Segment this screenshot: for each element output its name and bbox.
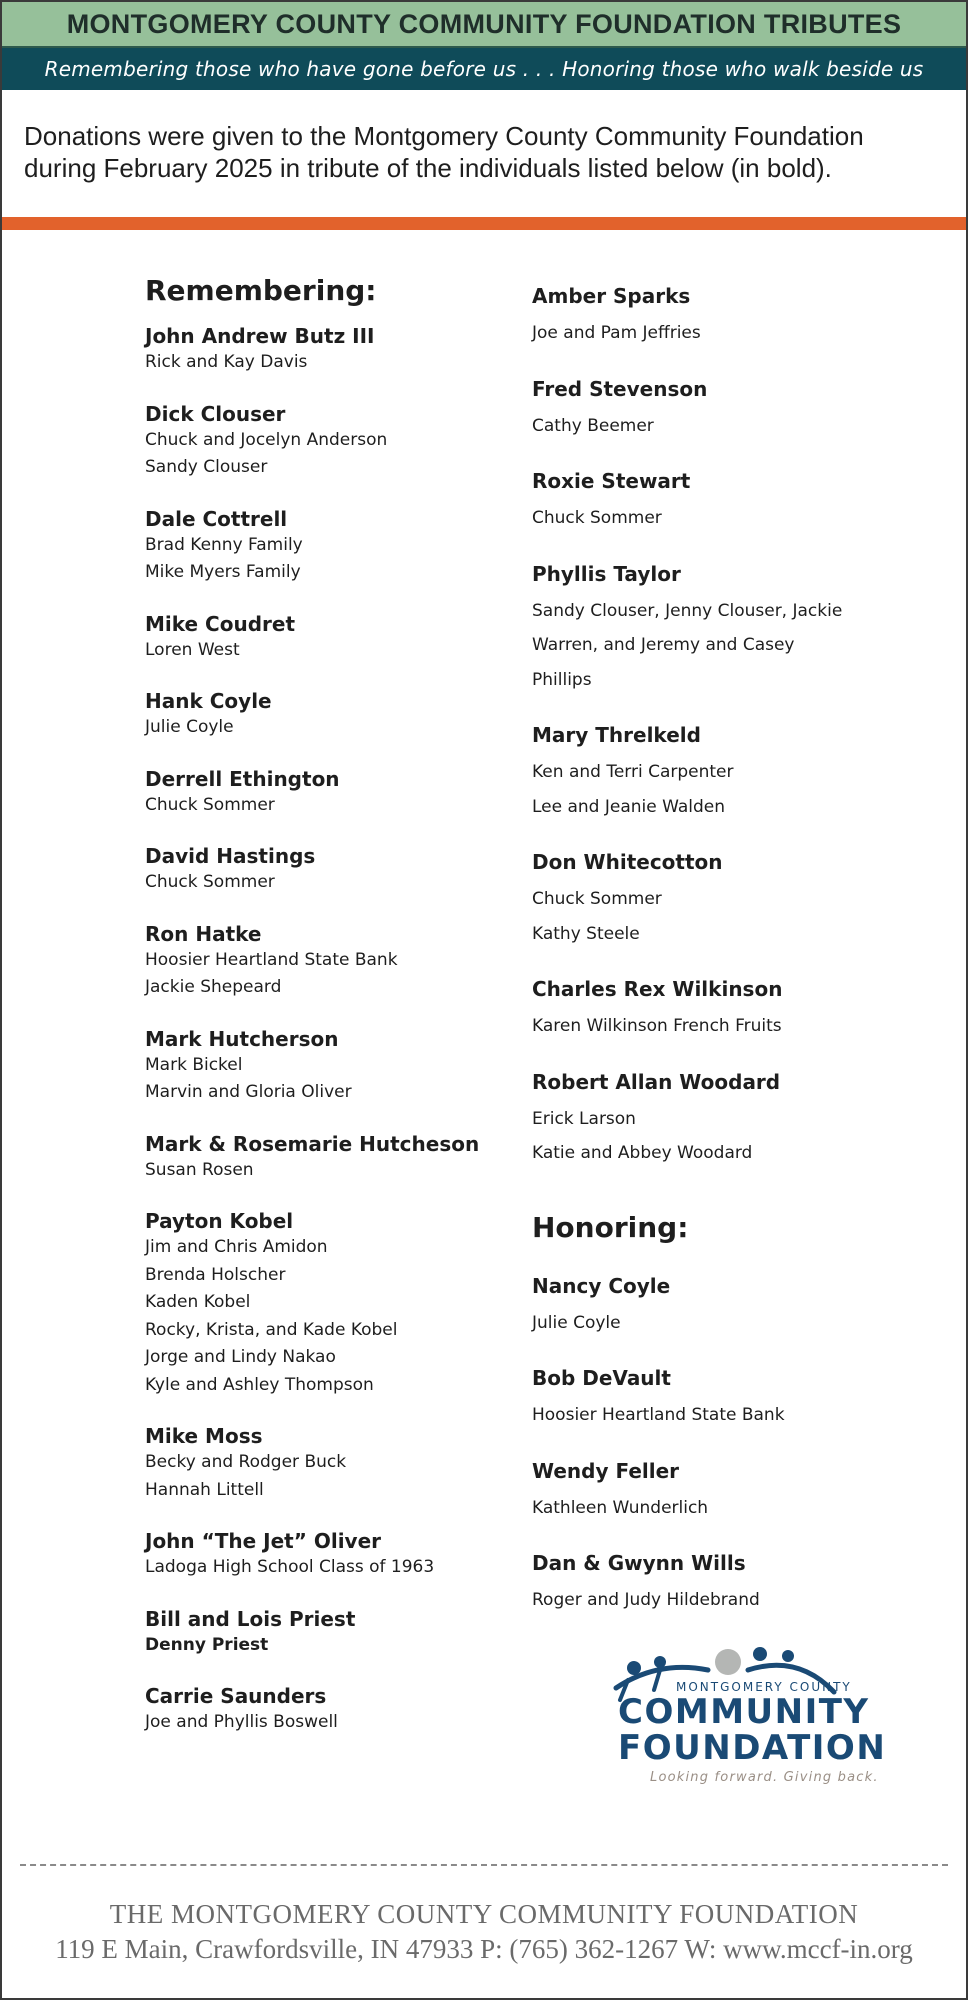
donor-name: Chuck and Jocelyn Anderson bbox=[145, 429, 388, 450]
tribute-name: Hank Coyle bbox=[145, 689, 272, 713]
donor-name: Ken and Terri Carpenter bbox=[532, 762, 734, 782]
page-subtitle: Remembering those who have gone before us . . . Honoring those who walk beside us bbox=[2, 48, 966, 90]
donor-name: Chuck Sommer bbox=[532, 508, 662, 528]
donor-name: Mark Bickel bbox=[145, 1054, 243, 1075]
tribute-entry bbox=[145, 688, 515, 742]
tribute-name: Dale Cottrell bbox=[145, 506, 288, 531]
tribute-entry bbox=[145, 1026, 515, 1107]
remembering-list-right bbox=[532, 282, 932, 1171]
donor-name: Erick Larson bbox=[532, 1108, 636, 1129]
tribute-name: Wendy Feller bbox=[532, 1458, 680, 1483]
donor-name: Jorge and Lindy Nakao bbox=[145, 1347, 336, 1367]
tribute-name: Don Whitecotton bbox=[532, 850, 723, 874]
footer-divider bbox=[20, 1864, 948, 1866]
logo-county-text: MONTGOMERY COUNTY bbox=[676, 1680, 852, 1694]
donor-name: Chuck Sommer bbox=[145, 794, 275, 815]
donor-name: Ladoga High School Class of 1963 bbox=[145, 1557, 435, 1577]
tribute-name: Bill and Lois Priest bbox=[145, 1606, 356, 1631]
donor-name: Loren West bbox=[145, 639, 240, 660]
honoring-heading: Honoring: bbox=[532, 1210, 689, 1244]
tribute-name: Mark & Rosemarie Hutcheson bbox=[145, 1131, 480, 1156]
tribute-name: Amber Sparks bbox=[532, 284, 691, 308]
tribute-entry bbox=[532, 848, 932, 951]
remembering-list-left bbox=[145, 323, 515, 1737]
donor-name: Kyle and Ashley Thompson bbox=[145, 1374, 374, 1395]
tribute-entry bbox=[145, 1683, 515, 1737]
tribute-name: Mary Threlkeld bbox=[532, 723, 701, 747]
donor-name: Jim and Chris Amidon bbox=[145, 1237, 328, 1257]
footer bbox=[2, 1897, 966, 1967]
donor-name: Karen Wilkinson French Fruits bbox=[532, 1016, 782, 1036]
tribute-name: Dick Clouser bbox=[145, 401, 286, 426]
donor-name: Sandy Clouser, Jenny Clouser, Jackie bbox=[532, 600, 843, 621]
footer-contact: 119 E Main, Crawfordsville, IN 47933 P: (765) 362-1267 W: www.mccf-in.org bbox=[55, 1934, 913, 1964]
honoring-list bbox=[532, 1272, 932, 1618]
donor-name: Kathleen Wunderlich bbox=[532, 1497, 709, 1518]
donor-name: Joe and Pam Jeffries bbox=[532, 323, 701, 343]
logo-globe-icon bbox=[715, 1649, 741, 1675]
logo-community-text: COMMUNITY bbox=[618, 1692, 870, 1732]
donor-name: Susan Rosen bbox=[145, 1159, 254, 1180]
donor-name: Katie and Abbey Woodard bbox=[532, 1143, 753, 1163]
donor-name: Hannah Littell bbox=[145, 1479, 264, 1500]
donor-name: Hoosier Heartland State Bank bbox=[145, 949, 398, 970]
tribute-entry bbox=[532, 375, 932, 444]
tribute-name: John Andrew Butz III bbox=[145, 324, 375, 348]
tribute-entry bbox=[145, 1423, 515, 1504]
donor-name: Hoosier Heartland State Bank bbox=[532, 1405, 785, 1425]
logo-tagline: Looking forward. Giving back. bbox=[650, 1770, 879, 1785]
tribute-entry bbox=[145, 921, 515, 1002]
remembering-column-left bbox=[145, 274, 515, 1761]
accent-divider bbox=[2, 217, 966, 230]
tribute-name: John “The Jet” Oliver bbox=[145, 1529, 382, 1553]
tribute-name: David Hastings bbox=[145, 844, 316, 868]
intro-paragraph bbox=[2, 90, 966, 217]
page-title: MONTGOMERY COUNTY COMMUNITY FOUNDATION TRIBUTES bbox=[2, 2, 966, 48]
donor-name: Jackie Shepeard bbox=[145, 977, 282, 997]
tribute-name: Carrie Saunders bbox=[145, 1684, 327, 1708]
tribute-name: Mike Moss bbox=[145, 1424, 263, 1448]
intro-line-2: during February 2025 in tribute of the individuals listed below (in bold). bbox=[24, 153, 832, 183]
donor-name: Chuck Sommer bbox=[532, 889, 662, 909]
tribute-name: Ron Hatke bbox=[145, 921, 262, 946]
donor-name: Sandy Clouser bbox=[145, 457, 268, 477]
tribute-entry bbox=[532, 282, 932, 351]
donor-name: Cathy Beemer bbox=[532, 415, 654, 436]
donor-name: Kaden Kobel bbox=[145, 1292, 251, 1312]
tribute-entry bbox=[145, 323, 515, 377]
tribute-entry bbox=[145, 1208, 515, 1399]
footer-org-name: THE MONTGOMERY COUNTY COMMUNITY FOUNDATION bbox=[109, 1899, 859, 1929]
tribute-entry bbox=[145, 1528, 515, 1582]
tribute-entry bbox=[532, 975, 932, 1044]
tribute-entry bbox=[145, 843, 515, 897]
donor-name: Becky and Rodger Buck bbox=[145, 1452, 347, 1472]
remembering-heading: Remembering: bbox=[145, 274, 377, 307]
tribute-name: Fred Stevenson bbox=[532, 376, 708, 401]
tribute-name: Mike Coudret bbox=[145, 611, 296, 636]
donor-name: Phillips bbox=[532, 669, 592, 690]
tribute-name: Dan & Gwynn Wills bbox=[532, 1551, 746, 1575]
tribute-entry bbox=[532, 1549, 932, 1618]
tribute-entry bbox=[145, 1606, 515, 1660]
donor-name: Marvin and Gloria Oliver bbox=[145, 1082, 352, 1102]
tribute-entry bbox=[145, 506, 515, 587]
donor-name: Brenda Holscher bbox=[145, 1264, 286, 1285]
intro-line-1: Donations were given to the Montgomery County Community Foundation bbox=[24, 121, 864, 151]
donor-name: Joe and Phyllis Boswell bbox=[145, 1712, 338, 1732]
tribute-entry bbox=[145, 766, 515, 820]
donor-name: Rocky, Krista, and Kade Kobel bbox=[145, 1319, 398, 1340]
tribute-entry bbox=[532, 721, 932, 824]
tribute-entry bbox=[532, 560, 932, 698]
tribute-name: Robert Allan Woodard bbox=[532, 1069, 781, 1094]
tribute-entry bbox=[532, 1364, 932, 1433]
donor-name: Julie Coyle bbox=[532, 1312, 621, 1333]
tribute-entry bbox=[145, 401, 515, 482]
tribute-entry bbox=[532, 1457, 932, 1526]
donor-name: Rick and Kay Davis bbox=[145, 352, 308, 372]
logo-foundation-text: FOUNDATION bbox=[618, 1728, 887, 1768]
foundation-logo bbox=[598, 1640, 888, 1790]
tribute-name: Derrell Ethington bbox=[145, 766, 340, 791]
donor-name: Lee and Jeanie Walden bbox=[532, 796, 726, 817]
remembering-column-right bbox=[532, 282, 932, 1642]
tribute-name: Nancy Coyle bbox=[532, 1273, 671, 1298]
donor-name: Chuck Sommer bbox=[145, 872, 275, 892]
tribute-name: Payton Kobel bbox=[145, 1209, 294, 1233]
tribute-entry bbox=[145, 611, 515, 665]
tribute-name: Roxie Stewart bbox=[532, 469, 691, 493]
donor-name: Denny Priest bbox=[145, 1634, 269, 1655]
donor-name: Julie Coyle bbox=[145, 717, 234, 737]
tribute-name: Bob DeVault bbox=[532, 1366, 671, 1390]
donor-name: Kathy Steele bbox=[532, 923, 640, 944]
tribute-entry bbox=[145, 1131, 515, 1185]
donor-name: Brad Kenny Family bbox=[145, 534, 303, 555]
tribute-name: Phyllis Taylor bbox=[532, 561, 681, 586]
tribute-entry bbox=[532, 1068, 932, 1171]
donor-name: Roger and Judy Hildebrand bbox=[532, 1590, 760, 1610]
donor-name: Warren, and Jeremy and Casey bbox=[532, 635, 795, 655]
tribute-entry bbox=[532, 467, 932, 536]
donor-name: Mike Myers Family bbox=[145, 562, 301, 582]
tribute-entry bbox=[532, 1272, 932, 1341]
tribute-name: Mark Hutcherson bbox=[145, 1026, 339, 1051]
tribute-name: Charles Rex Wilkinson bbox=[532, 977, 783, 1001]
